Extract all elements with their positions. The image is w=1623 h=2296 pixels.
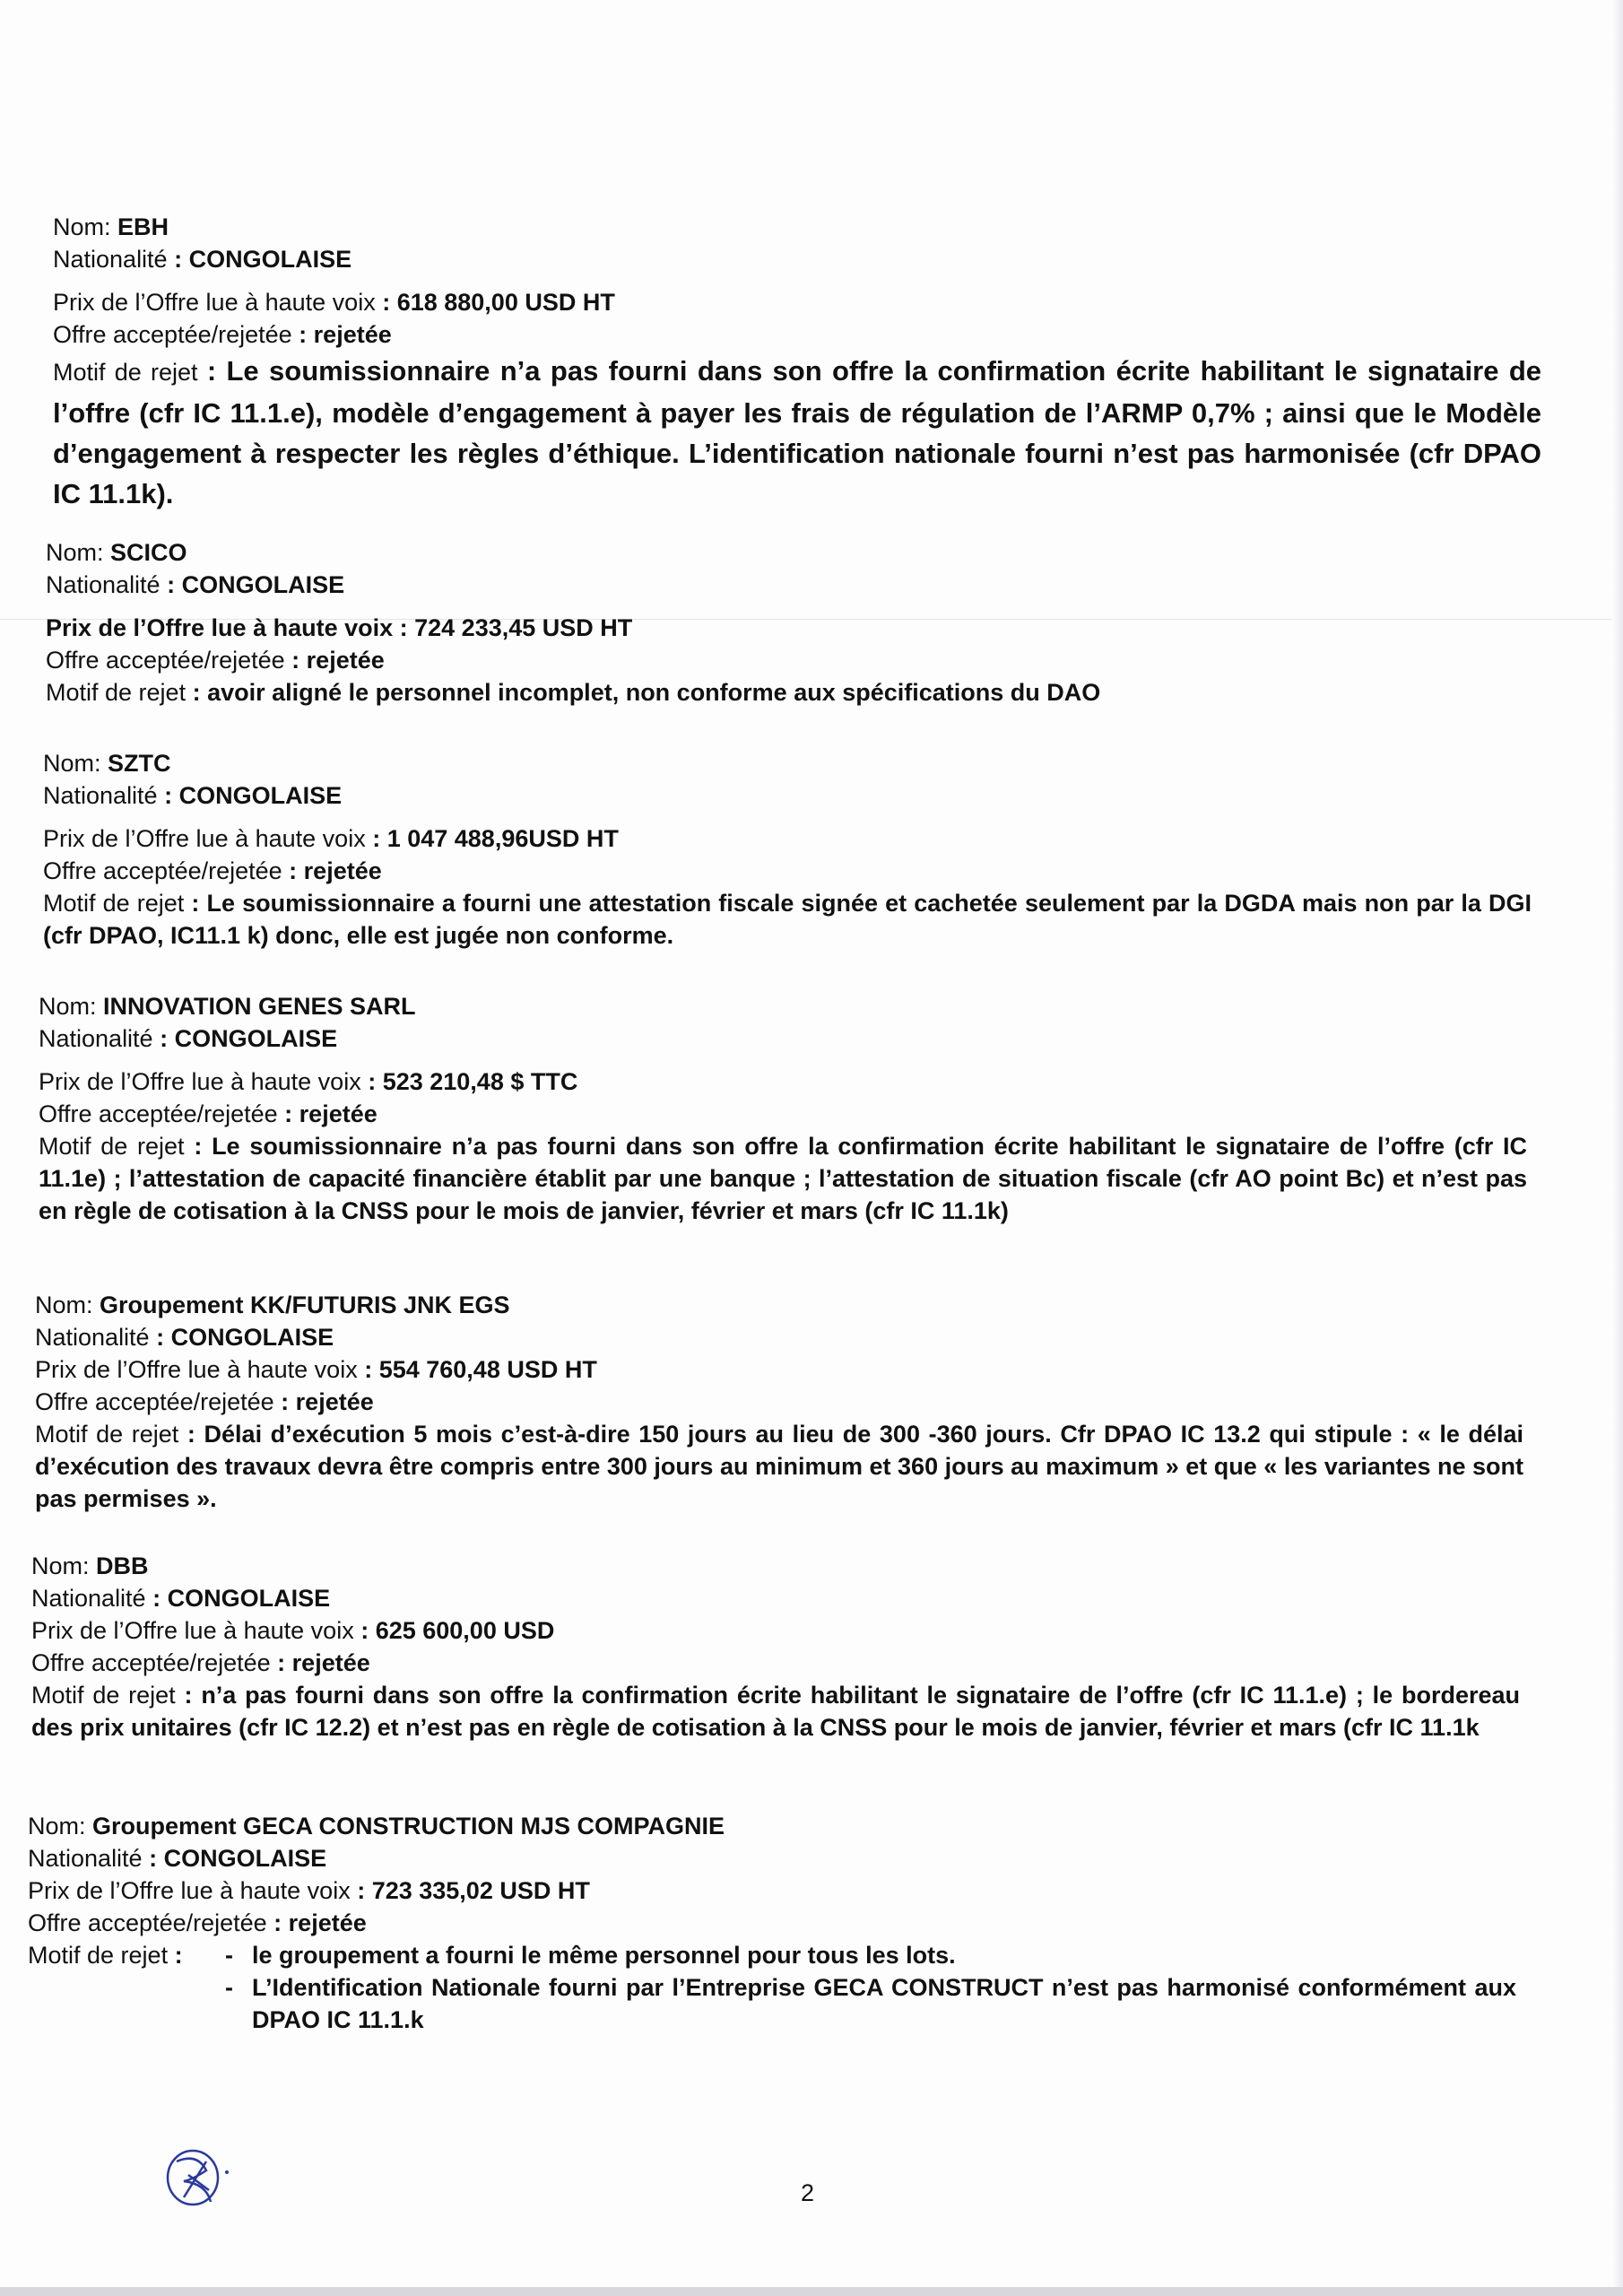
price-label: Prix de l’Offre lue à haute voix <box>35 1356 365 1383</box>
name-label: Nom: <box>31 1552 97 1579</box>
nationality-value: CONGOLAISE <box>181 571 345 598</box>
price-value: 554 760,48 USD HT <box>378 1356 597 1383</box>
reason-label: Motif de rejet <box>43 890 192 917</box>
nationality-label: Nationalité <box>28 1845 150 1872</box>
status-label: Offre acceptée/rejetée <box>35 1388 282 1415</box>
reason-label: Motif de rejet <box>28 1942 175 1969</box>
bidder-entry <box>31 1550 1520 1744</box>
nationality-value: CONGOLAISE <box>163 1845 327 1872</box>
price-value: 618 880,00 USD HT <box>396 289 615 316</box>
status-line <box>31 1647 1520 1679</box>
bidder-name: EBH <box>117 213 169 240</box>
page-number: 2 <box>801 2179 815 2206</box>
separator: : <box>191 890 207 917</box>
name-line <box>53 211 1541 243</box>
nationality-line <box>53 243 1541 275</box>
bidder-name: SCICO <box>110 539 187 566</box>
separator: : <box>281 1388 296 1415</box>
reason-text: Le soumissionnaire n’a pas fourni dans son offre la confirmation écrite habilitant le signataire de l’offre (cfr IC 11.1e) ; l’attestation de capacité financière établit par une banque ; l’attestation de situation fiscale (cfr AO point Bc) et n’est pas en règle de cotisation à la CNSS pour le mois de janvier, février et mars (cfr IC 11.1k) <box>39 1133 1528 1224</box>
reason-label: Motif de rejet <box>39 1133 195 1160</box>
price-line <box>53 286 1541 318</box>
nationality-label: Nationalité <box>31 1585 153 1612</box>
separator: : <box>289 857 304 884</box>
nationality-line <box>39 1022 1527 1055</box>
name-line <box>43 747 1532 779</box>
separator: : <box>164 782 179 809</box>
separator: : <box>364 1356 379 1383</box>
price-line <box>43 822 1532 855</box>
bidder-name: Groupement KK/FUTURIS JNK EGS <box>100 1292 510 1318</box>
reason-text: L’Identification Nationale fourni par l’Entreprise GECA CONSTRUCT n’est pas harmonisé conformément aux DPAO IC 11.1.k <box>252 1974 1516 2033</box>
nationality-label: Nationalité <box>46 571 168 598</box>
name-label: Nom: <box>46 539 111 566</box>
separator: : <box>156 1324 171 1351</box>
price-label: Prix de l’Offre lue à haute voix <box>43 825 373 852</box>
name-label: Nom: <box>53 213 118 240</box>
status-value: rejetée <box>313 321 392 348</box>
name-line <box>46 536 1534 569</box>
reason-label: Motif de rejet <box>53 359 207 386</box>
status-label: Offre acceptée/rejetée <box>28 1909 274 1936</box>
reason-text: n’a pas fourni dans son offre la confirmation écrite habilitant le signataire de l’offre (cfr IC 11.1.e) ; le bordereau des prix unitaires (cfr IC 12.2) et n’est pas en règle de cotisation à la CNSS pour le mois de janvier, février et mars (cfr IC 11.1k <box>31 1682 1520 1741</box>
status-label: Offre acceptée/rejetée <box>39 1100 285 1127</box>
price-value: 1 047 488,96USD HT <box>386 825 619 852</box>
reason-text: avoir aligné le personnel incomplet, non conforme aux spécifications du DAO <box>207 679 1101 706</box>
separator: : <box>277 1649 292 1676</box>
bidder-name: DBB <box>96 1552 149 1579</box>
price-label: Prix de l’Offre lue à haute voix <box>46 614 400 641</box>
status-value: rejetée <box>288 1909 367 1936</box>
name-line <box>28 1810 1516 1842</box>
status-label: Offre acceptée/rejetée <box>31 1649 278 1676</box>
reason-label: Motif de rejet <box>46 679 193 706</box>
status-line <box>28 1907 1516 1939</box>
name-line <box>39 990 1527 1022</box>
price-label: Prix de l’Offre lue à haute voix <box>53 289 383 316</box>
separator: : <box>357 1877 372 1904</box>
nationality-line <box>31 1582 1520 1614</box>
reason-bullet <box>225 1971 1516 2036</box>
bidder-entry <box>43 747 1532 952</box>
status-label: Offre acceptée/rejetée <box>53 321 299 348</box>
separator: : <box>174 1942 183 1969</box>
separator: : <box>184 1682 202 1709</box>
nationality-value: CONGOLAISE <box>178 782 343 809</box>
status-value: rejetée <box>295 1388 374 1415</box>
bidder-entry <box>46 536 1534 709</box>
separator: : <box>152 1585 168 1612</box>
paper-edge <box>1612 0 1623 2296</box>
bidder-name: SZTC <box>108 750 171 777</box>
separator: : <box>399 614 415 641</box>
price-label: Prix de l’Offre lue à haute voix <box>39 1068 369 1095</box>
nationality-line <box>35 1321 1523 1353</box>
name-label: Nom: <box>28 1813 93 1839</box>
name-line <box>31 1550 1520 1582</box>
reason-text: Le soumissionnaire a fourni une attestation fiscale signée et cachetée seulement par la DGDA mais non par la DGI (cfr DPAO, IC11.1 k) donc, elle est jugée non conforme. <box>43 890 1532 949</box>
bullet-dash: - <box>225 1942 233 1969</box>
reason-line <box>53 351 1541 514</box>
price-value: 625 600,00 USD <box>375 1617 555 1644</box>
bidder-entry <box>28 1810 1516 2036</box>
separator: : <box>273 1909 289 1936</box>
bidder-entry <box>35 1289 1523 1515</box>
bidder-entry <box>53 211 1541 514</box>
status-line <box>39 1098 1527 1130</box>
reason-label: Motif de rejet <box>35 1421 187 1448</box>
separator: : <box>192 679 208 706</box>
reason-line <box>39 1130 1527 1227</box>
name-label: Nom: <box>39 993 104 1020</box>
bullet-dash: - <box>225 1974 233 2001</box>
status-line <box>43 855 1532 887</box>
price-value: 723 335,02 USD HT <box>371 1877 590 1904</box>
separator: : <box>291 647 307 674</box>
separator: : <box>284 1100 299 1127</box>
separator: : <box>368 1068 383 1095</box>
separator: : <box>299 321 314 348</box>
nationality-label: Nationalité <box>39 1025 161 1052</box>
reason-line <box>31 1679 1520 1744</box>
separator: : <box>360 1617 376 1644</box>
status-value: rejetée <box>291 1649 370 1676</box>
separator: : <box>187 1421 204 1448</box>
nationality-value: CONGOLAISE <box>174 1025 338 1052</box>
nationality-line <box>43 779 1532 812</box>
reason-line <box>43 887 1532 952</box>
reason-label: Motif de rejet <box>31 1682 185 1709</box>
status-value: rejetée <box>299 1100 378 1127</box>
nationality-label: Nationalité <box>43 782 165 809</box>
reason-text: le groupement a fourni le même personnel pour tous les lots. <box>252 1942 956 1969</box>
nationality-value: CONGOLAISE <box>170 1324 334 1351</box>
nationality-line <box>28 1842 1516 1874</box>
separator: : <box>174 246 189 273</box>
paper-bottom-edge <box>0 2287 1623 2296</box>
price-line <box>39 1065 1527 1098</box>
bidder-name: Groupement GECA CONSTRUCTION MJS COMPAGNIE <box>92 1813 725 1839</box>
nationality-line <box>46 569 1534 601</box>
price-label: Prix de l’Offre lue à haute voix <box>31 1617 361 1644</box>
status-value: rejetée <box>306 647 385 674</box>
separator: : <box>372 825 387 852</box>
status-line <box>35 1386 1523 1418</box>
price-line <box>31 1614 1520 1647</box>
price-line <box>28 1874 1516 1907</box>
name-label: Nom: <box>43 750 108 777</box>
separator: : <box>194 1133 213 1160</box>
reason-bullet <box>225 1939 1516 1971</box>
separator: : <box>160 1025 175 1052</box>
separator: : <box>206 355 227 387</box>
spacer <box>53 275 1541 286</box>
separator: : <box>149 1845 164 1872</box>
spacer <box>46 601 1534 612</box>
status-label: Offre acceptée/rejetée <box>43 857 290 884</box>
reason-line <box>35 1418 1523 1515</box>
price-value: 523 210,48 $ TTC <box>382 1068 578 1095</box>
status-line <box>46 644 1534 676</box>
price-line <box>46 612 1534 644</box>
spacer <box>43 812 1532 822</box>
reason-bullets <box>225 1939 1516 2036</box>
price-line <box>35 1353 1523 1386</box>
bidder-entry <box>39 990 1527 1227</box>
reason-text: Délai d’exécution 5 mois c’est-à-dire 150 jours au lieu de 300 -360 jours. Cfr DPAO IC 13.2 qui stipule : « le délai d’exécution des travaux devra être compris entre 300 jours au minimum et 360 jours au maximum » et que « les variantes ne sont pas permises ». <box>35 1421 1523 1512</box>
spacer <box>39 1055 1527 1065</box>
reason-text: Le soumissionnaire n’a pas fourni dans son offre la confirmation écrite habilitant le signataire de l’offre (cfr IC 11.1.e), modèle d’engagement à payer les frais de régulation de l’ARMP 0,7% ; ainsi que le Modèle d’engagement à respecter les règles d’éthique. L’identification nationale fourni n’est pas harmonisée (cfr DPAO IC 11.1k). <box>53 355 1541 509</box>
nationality-label: Nationalité <box>35 1324 157 1351</box>
separator: : <box>167 571 182 598</box>
nationality-value: CONGOLAISE <box>188 246 352 273</box>
name-label: Nom: <box>35 1292 100 1318</box>
price-label: Prix de l’Offre lue à haute voix <box>28 1877 358 1904</box>
status-line <box>53 318 1541 351</box>
status-value: rejetée <box>303 857 382 884</box>
signature-initials <box>157 2135 256 2220</box>
status-label: Offre acceptée/rejetée <box>46 647 292 674</box>
separator: : <box>382 289 397 316</box>
price-value: 724 233,45 USD HT <box>414 614 633 641</box>
nationality-value: CONGOLAISE <box>167 1585 331 1612</box>
bidder-name: INNOVATION GENES SARL <box>103 993 416 1020</box>
name-line <box>35 1289 1523 1321</box>
reason-line <box>46 676 1534 709</box>
nationality-label: Nationalité <box>53 246 175 273</box>
